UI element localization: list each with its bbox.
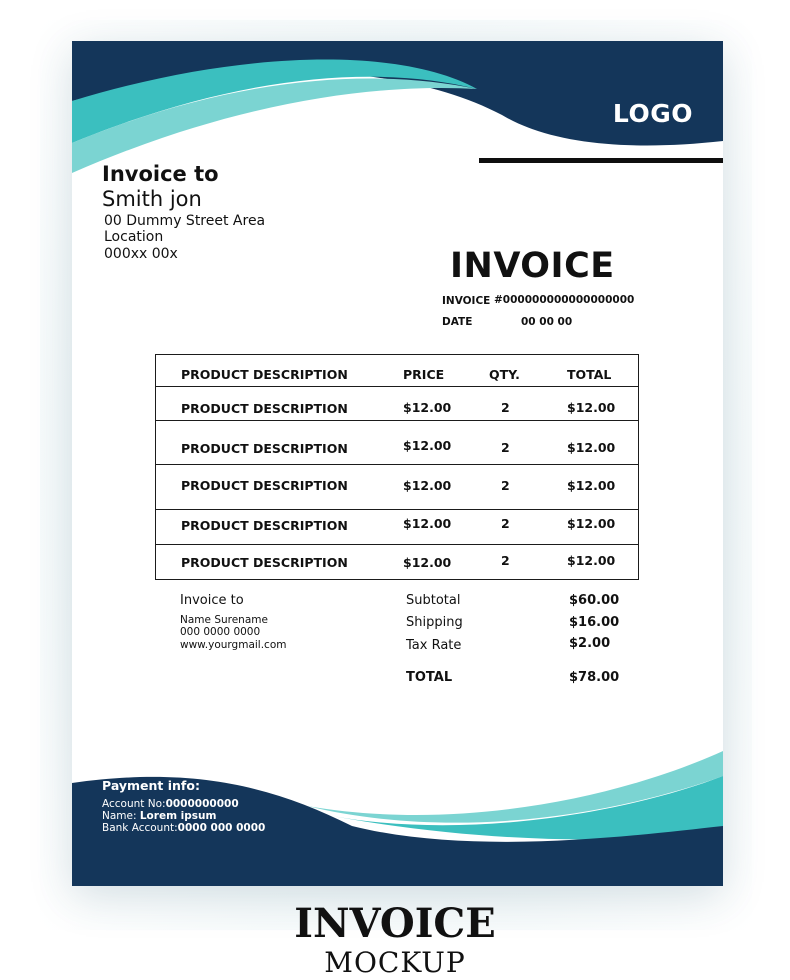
payment-account-label: Account No: (102, 798, 166, 810)
column-header-description: PRODUCT DESCRIPTION (181, 367, 348, 382)
row-price: $12.00 (403, 478, 452, 493)
row-qty: 2 (501, 440, 510, 455)
payment-account-value: 0000000000 (165, 798, 239, 810)
shipping-value: $16.00 (569, 615, 620, 630)
column-header-qty: QTY. (489, 367, 520, 382)
row-description: PRODUCT DESCRIPTION (181, 441, 348, 456)
row-price: $12.00 (403, 400, 452, 415)
payment-bank-value: 0000 000 0000 (177, 822, 266, 834)
footer-contact-email: www.yourgmail.com (180, 639, 287, 651)
row-description: PRODUCT DESCRIPTION (181, 555, 348, 570)
footer-contact-phone: 000 0000 0000 (180, 626, 261, 638)
payment-name-label: Name: (102, 810, 137, 822)
row-qty: 2 (501, 553, 510, 568)
company-logo: LOGO (612, 99, 693, 128)
row-total: $12.00 (567, 553, 616, 568)
row-qty: 2 (501, 516, 510, 531)
bill-to-address-line: 00 Dummy Street Area (104, 213, 266, 229)
invoice-date-value: 00 00 00 (521, 316, 573, 328)
row-price: $12.00 (403, 438, 452, 453)
table-row-divider (156, 386, 638, 387)
subtotal-label: Subtotal (406, 593, 461, 608)
invoice-title: INVOICE (450, 246, 615, 286)
payment-account-line (102, 798, 239, 810)
footer-contact-name: Name Surename (180, 614, 268, 626)
payment-name-value: Lorem ipsum (139, 810, 217, 822)
payment-bank-line (102, 822, 265, 834)
tax-rate-value: $2.00 (569, 636, 611, 651)
invoice-page (72, 41, 723, 886)
payment-name-line (102, 810, 216, 822)
payment-bank-label: Bank Account: (102, 822, 178, 834)
footer-contact-heading: Invoice to (180, 593, 244, 608)
bill-to-name: Smith jon (102, 187, 202, 211)
mockup-caption-subtitle: MOCKUP (324, 946, 466, 979)
grand-total-value: $78.00 (569, 670, 620, 685)
invoice-number-label: INVOICE (442, 295, 491, 307)
row-description: PRODUCT DESCRIPTION (181, 518, 348, 533)
row-total: $12.00 (567, 440, 616, 455)
column-header-price: PRICE (403, 367, 445, 382)
table-row-divider (156, 544, 638, 545)
grand-total-label: TOTAL (406, 670, 453, 685)
table-row-divider (156, 420, 638, 421)
row-qty: 2 (501, 478, 510, 493)
subtotal-value: $60.00 (569, 593, 620, 608)
row-qty: 2 (501, 400, 510, 415)
line-items-table (155, 354, 639, 580)
payment-info-heading: Payment info: (102, 778, 200, 793)
invoice-date-label: DATE (442, 316, 473, 328)
row-description: PRODUCT DESCRIPTION (181, 401, 348, 416)
header-divider (479, 158, 723, 163)
invoice-number-value: #000000000000000000 (494, 294, 635, 306)
bill-to-address-line: 000xx 00x (104, 246, 178, 262)
column-header-total: TOTAL (567, 367, 612, 382)
row-description: PRODUCT DESCRIPTION (181, 478, 348, 493)
table-row-divider (156, 464, 638, 465)
bill-to-heading: Invoice to (102, 162, 219, 186)
row-total: $12.00 (567, 478, 616, 493)
shipping-label: Shipping (406, 615, 463, 630)
bill-to-address-line: Location (104, 229, 164, 245)
row-price: $12.00 (403, 516, 452, 531)
mockup-caption-title: INVOICE (294, 900, 496, 947)
table-row-divider (156, 509, 638, 510)
row-price: $12.00 (403, 555, 452, 570)
row-total: $12.00 (567, 516, 616, 531)
row-total: $12.00 (567, 400, 616, 415)
tax-rate-label: Tax Rate (406, 638, 462, 653)
